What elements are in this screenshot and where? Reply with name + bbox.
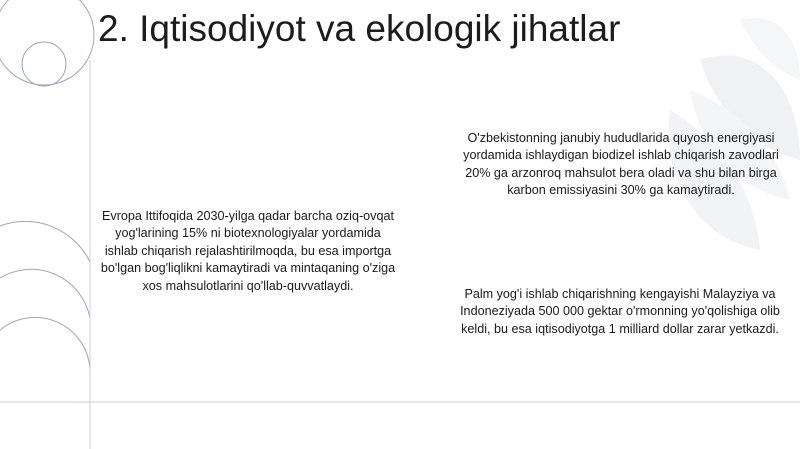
paragraph-palm-oil: Palm yog'i ishlab chiqarishning kengayishi Malayziya va Indoneziyada 500 000 gektar o'rmonning yo'qolishiga olib keldi, bu esa iqtisodiyotga 1 milliard dollar zarar yetkazdi. bbox=[460, 287, 780, 336]
paragraph-eu-biotech: Evropa Ittifoqida 2030-yilga qadar barcha oziq-ovqat yog'larining 15% ni biotexnologiyalar yordamida ishlab chiqarish rejalashtirilmoqda, bu esa importga bo'lgan bog'liqlikni kamaytiradi va mintaqaning o'ziga xos mahsulotlarini qo'llab-quvvatlaydi. bbox=[100, 209, 396, 293]
decor-arc-upper bbox=[0, 221, 90, 262]
decor-arc-lower bbox=[0, 317, 90, 372]
decor-arc-middle bbox=[0, 269, 90, 318]
decor-circle-small bbox=[22, 42, 66, 86]
slide-title: 2. Iqtisodiyot va ekologik jihatlar bbox=[98, 8, 621, 49]
paragraph-uzbekistan-biodiesel: O'zbekistonning janubiy hududlarida quyosh energiyasi yordamida ishlaydigan biodizel ishlab chiqarish zavodlari 20% ga arzonroq mahsulot bera oladi va shu bilan birga karbon emissiyasini 30% ga kamaytiradi. bbox=[463, 131, 779, 198]
